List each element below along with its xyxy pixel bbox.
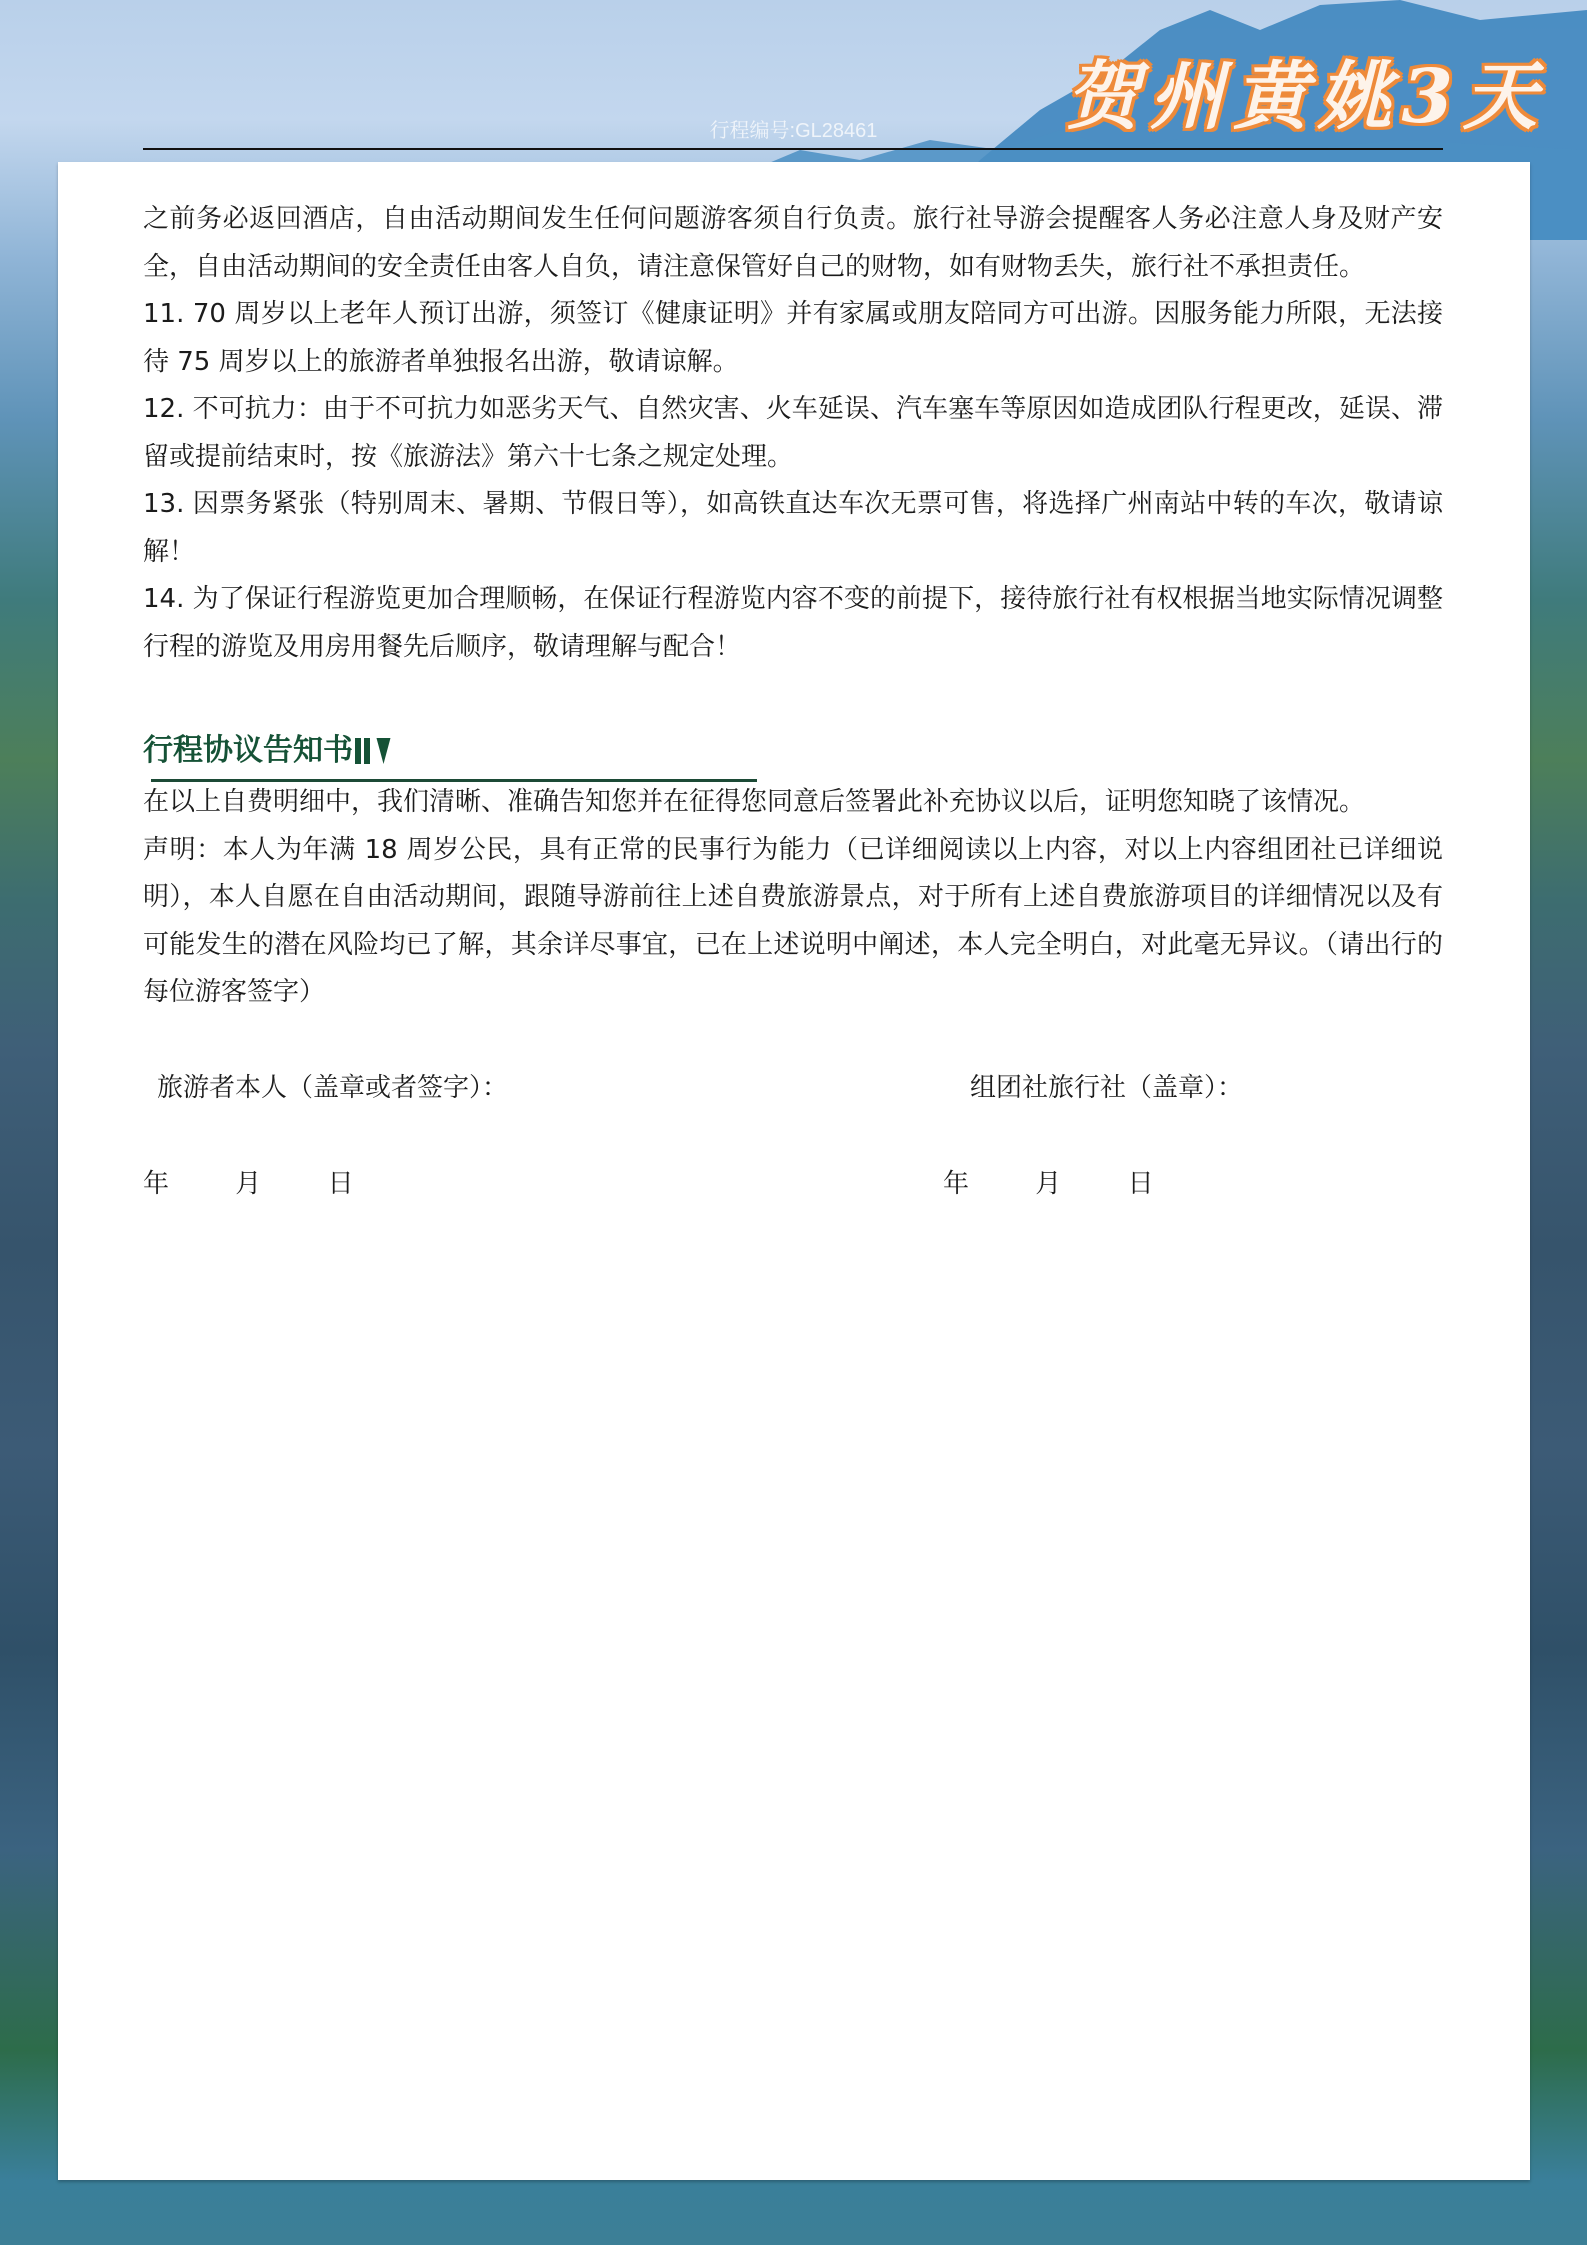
section-title [143,731,387,771]
tourist-signature-label: 旅游者本人（盖章或者签字）： [157,1072,509,1103]
agreement-statement: 声明：本人为年满 18 周岁公民，具有正常的民事行为能力（已详细阅读以上内容，对以上内容组团社已详细说明），本人自愿在自由活动期间，跟随导游前往上述自费旅游景点，对于所有上述自费旅游项目的详细情况以及有可能发生的潜在风险均已了解，其余详尽事宜，已在上述说明中阐述，本人完全明白，对此毫无异议。（请出行的每位游客签字） [143,834,1443,1007]
signature-block [143,1065,1443,1275]
tourist-date [143,1161,354,1208]
header-divider [143,148,1443,150]
title-accent-icon [355,738,387,764]
document-body [143,196,1443,1275]
accent-wedge-icon [370,738,391,764]
accent-bar-icon [355,738,361,764]
section-title-text: 行程协议告知书 [143,733,353,768]
month-label: 月 [235,1168,262,1199]
note-14: 14. 为了保证行程游览更加合理顺畅，在保证行程游览内容不变的前提下，接待旅行社有权根据当地实际情况调整行程的游览及用房用餐先后顺序，敬请理解与配合！ [143,584,1443,662]
agreement-intro: 在以上自费明细中，我们清晰、准确告知您并在征得您同意后签署此补充协议以后，证明您知晓了该情况。 [143,787,1366,817]
agency-signature-label: 组团社旅行社（盖章）： [970,1072,1244,1103]
note-11: 11. 70 周岁以上老年人预订出游，须签订《健康证明》并有家属或朋友陪同方可出游。因服务能力所限，无法接待 75 周岁以上的旅游者单独报名出游，敬请谅解。 [143,299,1443,377]
note-13: 13. 因票务紧张（特别周末、暑期、节假日等），如高铁直达车次无票可售，将选择广州南站中转的车次，敬请谅解！ [143,489,1443,567]
agreement-heading [143,729,1443,779]
section-underline [151,779,757,782]
year-label: 年 [943,1168,970,1199]
year-label: 年 [143,1168,170,1199]
day-label: 日 [327,1168,354,1199]
day-label: 日 [1127,1168,1154,1199]
itinerary-code: 行程编号:GL28461 [709,120,878,142]
note-10-continued: 之前务必返回酒店，自由活动期间发生任何问题游客须自行负责。旅行社导游会提醒客人务必注意人身及财产安全，自由活动期间的安全责任由客人自负，请注意保管好自己的财物，如有财物丢失，旅行社不承担责任。 [143,204,1443,282]
month-label: 月 [1035,1168,1062,1199]
accent-bar-icon [364,738,370,764]
agency-date [943,1161,1154,1208]
series-title: 贺州黄姚3天 [1065,54,1547,140]
note-12: 12. 不可抗力：由于不可抗力如恶劣天气、自然灾害、火车延误、汽车塞车等原因如造成团队行程更改，延误、滞留或提前结束时，按《旅游法》第六十七条之规定处理。 [143,394,1443,472]
